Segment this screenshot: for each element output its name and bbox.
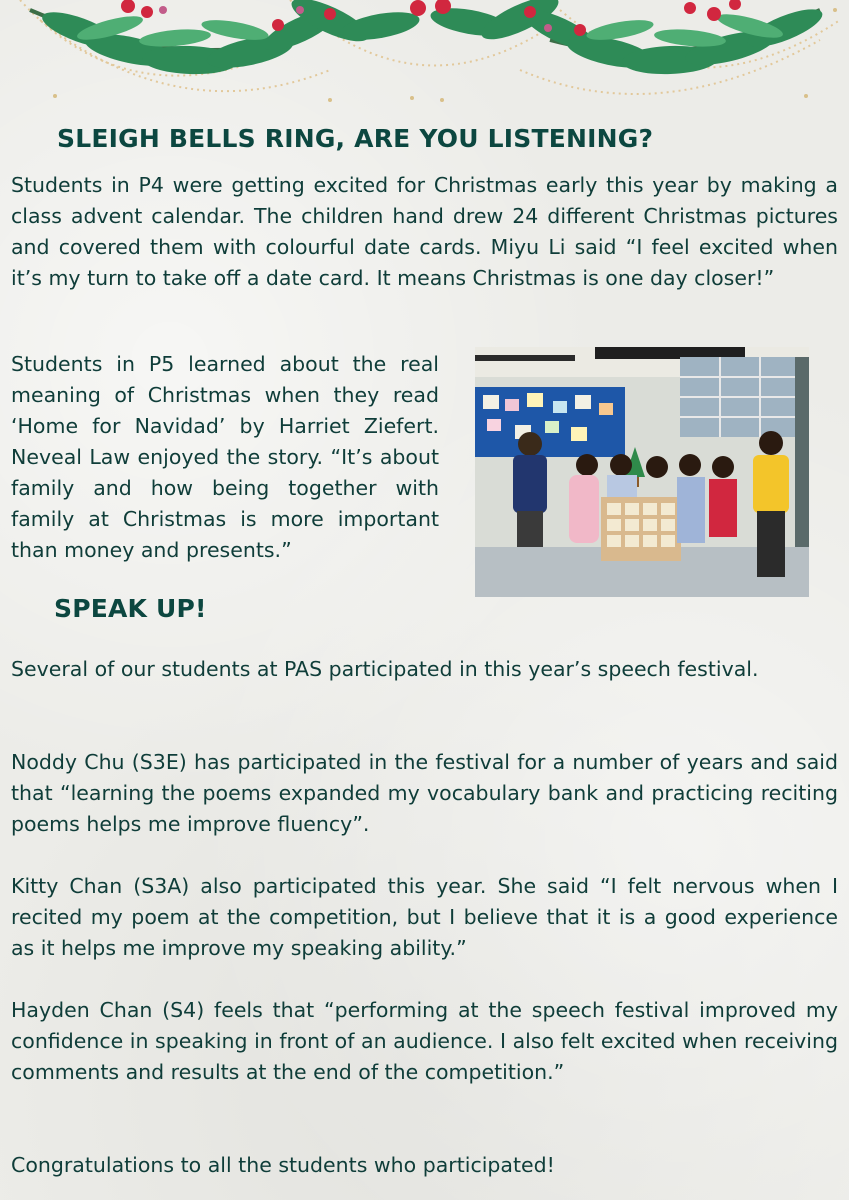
classroom-students-photo — [475, 347, 809, 597]
paragraph-congratulations: Congratulations to all the students who participated! — [11, 1153, 555, 1177]
section-heading-speak-up: SPEAK UP! — [54, 594, 207, 623]
paragraph-speech-festival-intro: Several of our students at PAS participated in this year’s speech festival. — [11, 657, 759, 681]
paragraph-hayden-chan: Hayden Chan (S4) feels that “performing at the speech festival improved my confidence in speaking in front of an audience. I also felt excited when receiving comments and results at the end of the competition.” — [11, 998, 838, 1084]
section-heading-sleigh-bells: SLEIGH BELLS RING, ARE YOU LISTENING? — [57, 124, 654, 153]
paragraph-kitty-chan: Kitty Chan (S3A) also participated this year. She said “I felt nervous when I recited my poem at the competition, but I believe that it is a good experience as it helps me improve my speaking ability.” — [11, 874, 838, 960]
paragraph-p4-advent-calendar: Students in P4 were getting excited for Christmas early this year by making a class advent calendar. The children hand drew 24 different Christmas pictures and covered them with colourful date cards. Miyu Li said “I feel excited when it’s my turn to take off a date card. It means Christmas is one day closer!” — [11, 173, 838, 290]
paragraph-noddy-chu: Noddy Chu (S3E) has participated in the festival for a number of years and said that “learning the poems expanded my vocabulary bank and practicing reciting poems helps me improve fluency”. — [11, 750, 838, 836]
christmas-garland-decoration — [0, 0, 849, 112]
paragraph-p5-home-for-navidad: Students in P5 learned about the real meaning of Christmas when they read ‘Home for Navidad’ by Harriet Ziefert. Neveal Law enjoyed the story. “It’s about family and how being together with family at Christmas is more important than money and presents.” — [11, 352, 439, 562]
